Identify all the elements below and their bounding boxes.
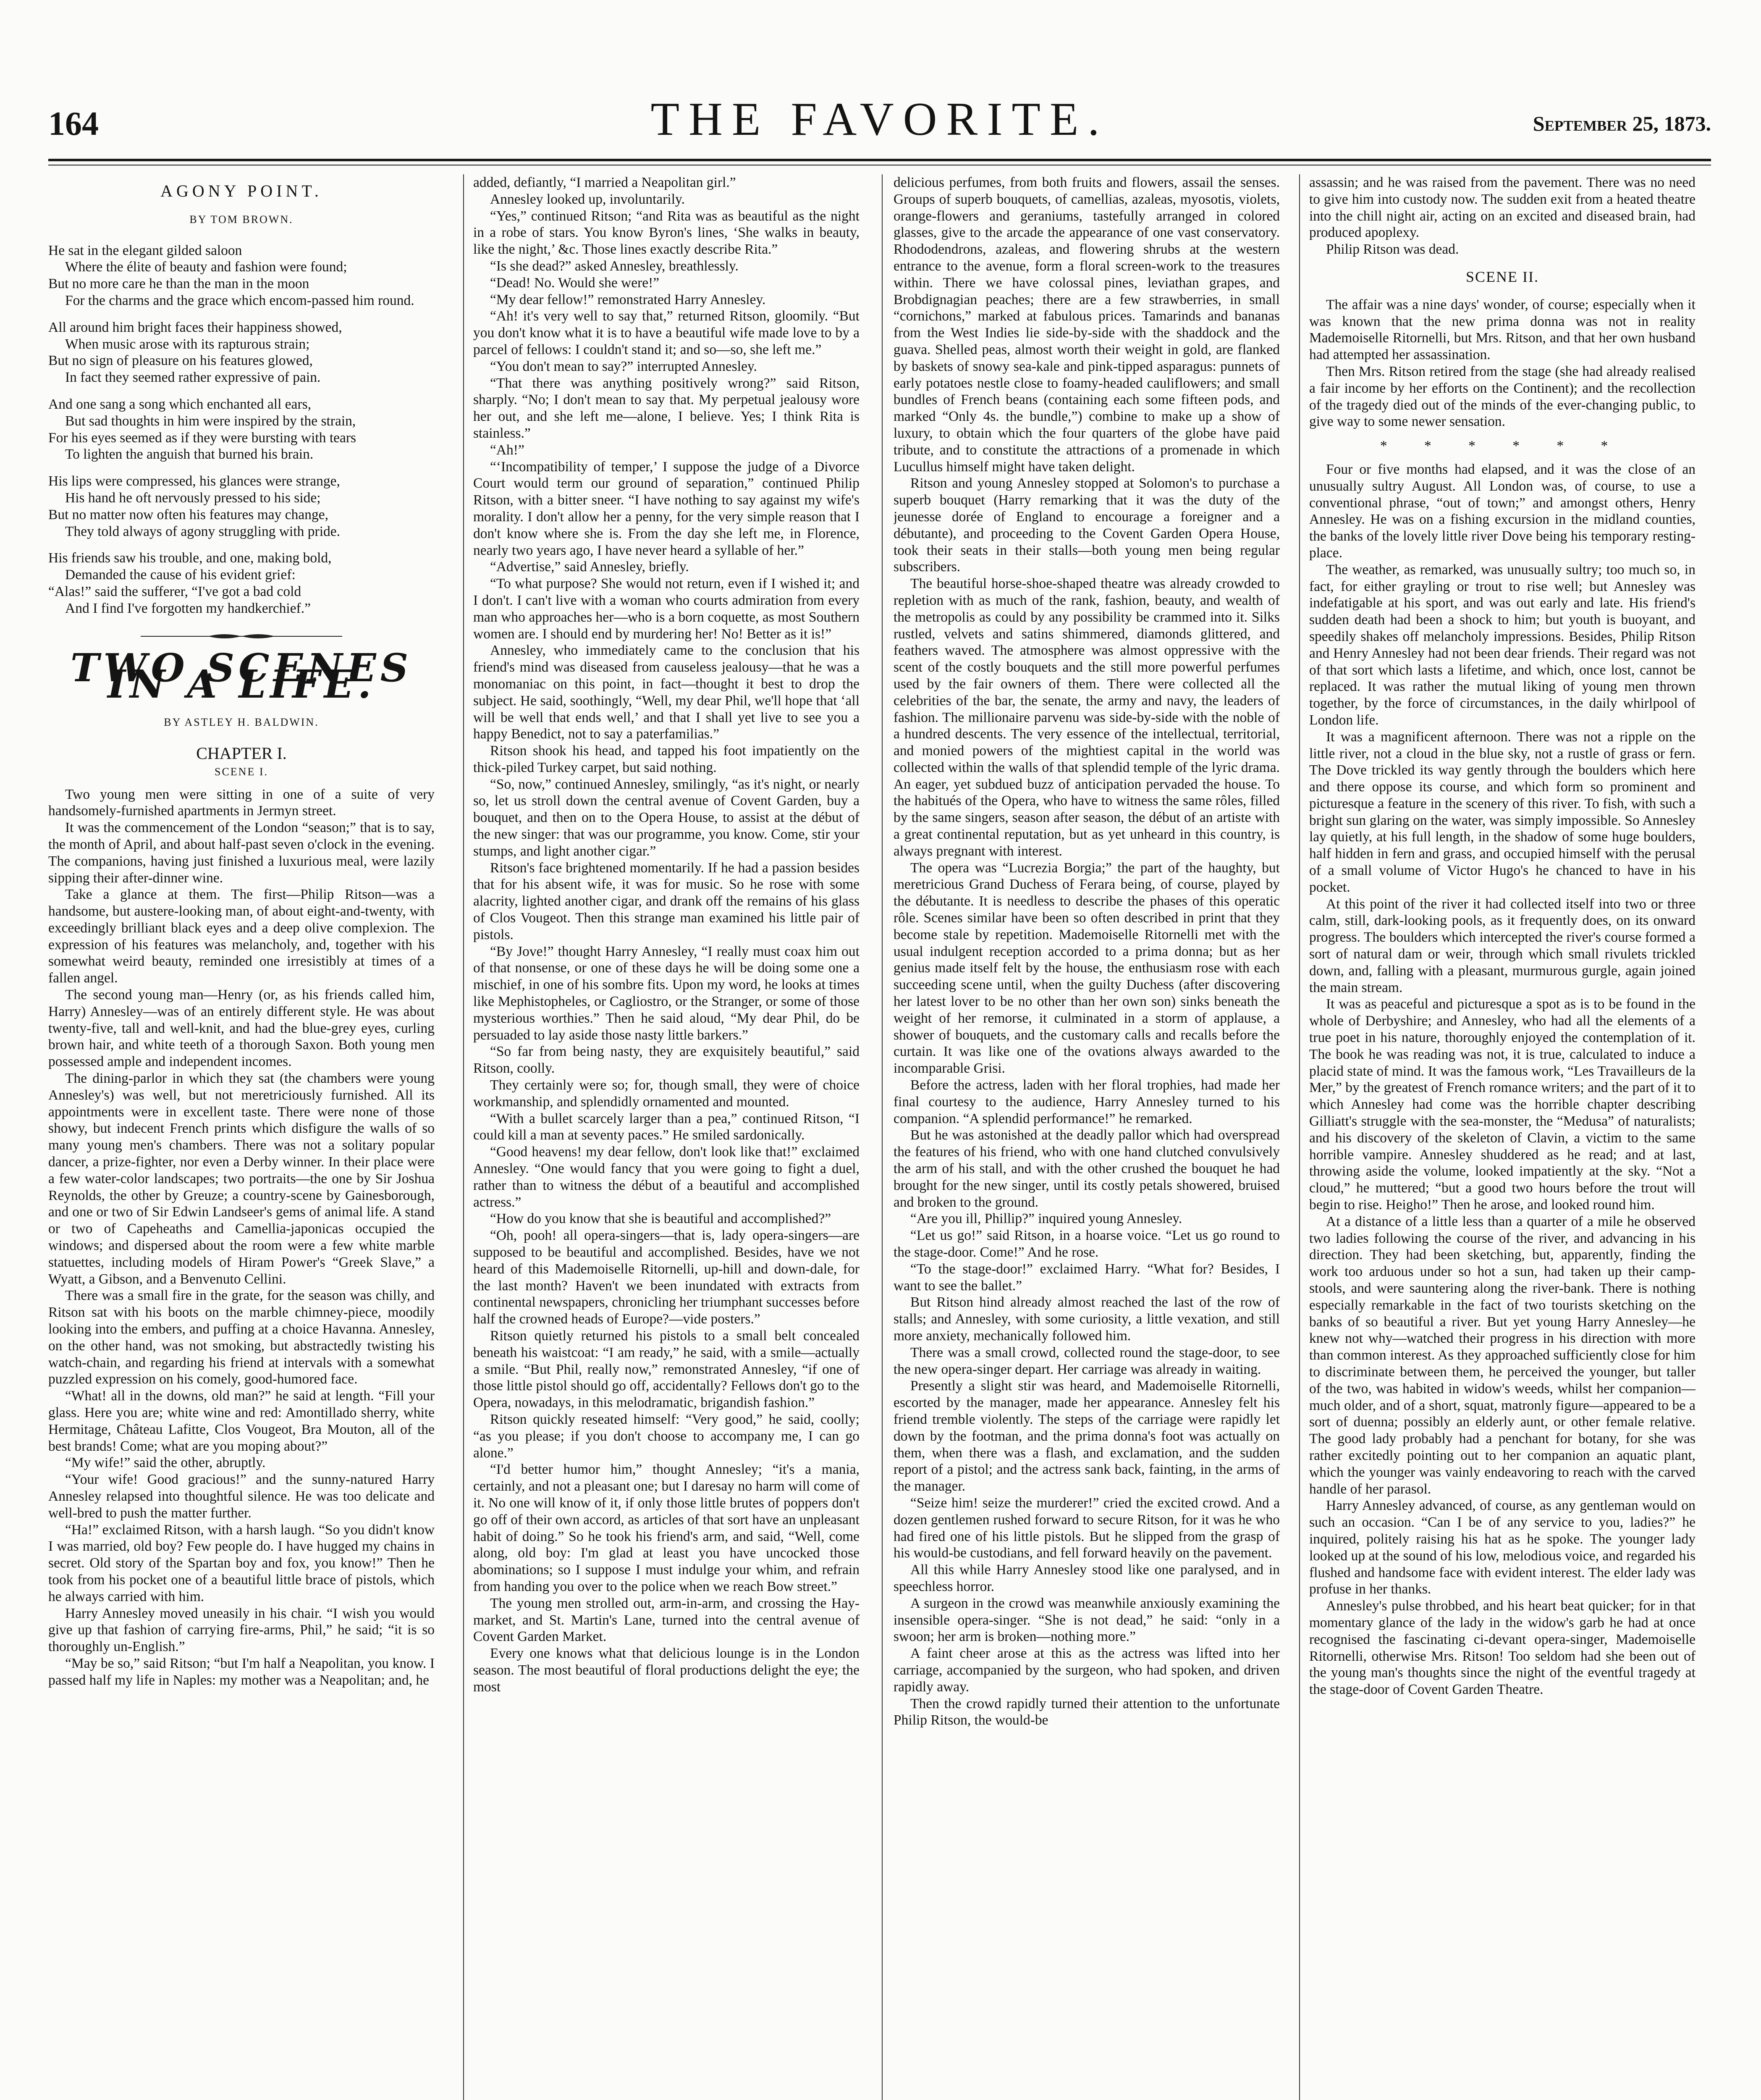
- ornamental-divider-icon: [136, 631, 346, 641]
- column-2: [473, 174, 860, 2100]
- column-3-text: [894, 174, 1280, 1729]
- paragraph: The weather, as remarked, was unusually sultry; too much so, in fact, for either grayling or trout to rise well; but Annesley was indefatigable at his sport, and was out early and late. His friend's sudden death had been a shock to him; but youth is buoyant, and speedily shakes off melancholy impressions. Besides, Philip Ritson and Henry Annesley had not been dear friends. Their regard was not of that sort which lasts a lifetime, and which, once lost, cannot be replaced. It was rather the mutual liking of young men thrown together, by the force of circumstances, in the daily whirlpool of London life.: [1309, 562, 1695, 728]
- paragraph: “You don't mean to say?” interrupted Annesley.: [490, 358, 757, 374]
- column-divider: [463, 174, 464, 2100]
- poem-line: When music arose with its rapturous strain;: [65, 336, 310, 352]
- paragraph: But Ritson hind already almost reached the last of the row of stalls; and Annesley, with some curiosity, a little vexation, and still more anxiety, mechanically followed him.: [894, 1294, 1280, 1344]
- column-divider: [1299, 174, 1300, 2100]
- paragraph: It was a magnificent afternoon. There was not a ripple on the little river, not a cloud in the blue sky, not a rustle of grass or fern. The Dove trickled its way gently through the boulders which here and there oppose its course, and which form so prominent and picturesque a feature in the scenery of this river. To fish, with such a bright sun glaring on the water, was simply impossible. So Annesley lay quietly, at his full length, in the shadow of some huge boulders, half hidden in fern and grass, and occupied himself with the perusal of a small volume of Victor Hugo's he chanced to have in his pocket.: [1309, 729, 1695, 895]
- paragraph: It was as peaceful and picturesque a spot as is to be found in the whole of Derbyshire; and Annesley, who had all the elements of a true poet in his nature, thoroughly enjoyed the contemplation of it. The book he was reading was not, it is true, calculated to induce a placid state of mind. It was the famous work, “Les Travailleurs de la Mer,” by the greatest of French romance writers; and the part of it to which Annesley had come was the horrible chapter describing Gilliatt's struggle with the sea-monster, the “Medusa” of naturalists; and his discovery of the skeleton of Clavin, a victim to the same horrible vampire. Annesley shuddered as he read; and at last, throwing aside the volume, looked impatiently at the sky. “Not a cloud,” he muttered; “but a good two hours before the trout will begin to rise. Heigho!” Then he arose, and looked round him.: [1309, 996, 1695, 1213]
- poem-stanza: [48, 396, 435, 463]
- poem-line: And one sang a song which enchanted all ears,: [48, 396, 312, 412]
- paragraph: The young men strolled out, arm-in-arm, and crossing the Hay-market, and St. Martin's Lane, turned into the central avenue of Covent Garden Market.: [473, 1595, 860, 1645]
- column-1: [48, 174, 435, 2100]
- section-break: * * * * * *: [1380, 438, 1625, 454]
- paragraph: “Ah!”: [490, 442, 524, 458]
- masthead: [48, 88, 1711, 151]
- paragraph: Then Mrs. Ritson retired from the stage (she had already realised a fair income by her efforts on the Continent); and the recollection of the tragedy died out of the minds of the ever-changing public, to give way to some newer sensation.: [1309, 363, 1695, 430]
- column-4-text-b: [1309, 297, 1695, 430]
- paragraph: Then the crowd rapidly turned their attention to the unfortunate Philip Ritson, the would-be: [894, 1696, 1280, 1728]
- poem-line: His friends saw his trouble, and one, making bold,: [48, 550, 332, 566]
- paragraph: added, defiantly, “I married a Neapolitan girl.”: [473, 175, 736, 190]
- newspaper-title: THE FAVORITE.: [650, 93, 1109, 145]
- paragraph: The opera was “Lucrezia Borgia;” the part of the haughty, but meretricious Grand Duchess of Ferara being, of course, played by the débutante. It is needless to describe the phases of this operatic rôle. Scenes similar have been so often described in print that they become stale by repetition. Mademoiselle Ritornelli met with the usual indulgent reception accorded to a prima donna; but as her genius made itself felt by the house, the enthusiasm rose with each succeeding scene until, when the guilty Duchess (after discovering her latest lover to be no other than her own son) sinks beneath the weight of her remorse, it culminated in a storm of applause, a shower of bouquets, and the customary calls and recalls before the curtain. It was like one of the ovations always awarded to the incomparable Grisi.: [894, 860, 1280, 1076]
- poem-line: To lighten the anguish that burned his brain.: [65, 446, 314, 462]
- paragraph: “Seize him! seize the murderer!” cried the excited crowd. And a dozen gentlemen rushed forward to secure Ritson, for it was he who had fired one of his little pistols. But he slipped from the grasp of his would-be custodians, and fell forward heavily on the pavement.: [894, 1495, 1280, 1561]
- paragraph: “How do you know that she is beautiful and accomplished?”: [490, 1211, 831, 1227]
- story-author: BY ASTLEY H. BALDWIN.: [164, 716, 319, 729]
- poem-line: For the charms and the grace which encom-passed him round.: [65, 292, 414, 308]
- paragraph: Every one knows what that delicious lounge is in the London season. The most beautiful of floral productions delight the eye; the most: [473, 1646, 860, 1695]
- paragraph: It was the commencement of the London “season;” that is to say, the month of April, and about half-past seven o'clock in the evening. The companions, having just finished a luxurious meal, were lazily sipping their after-dinner wine.: [48, 820, 435, 886]
- paragraph: “So far from being nasty, they are exquisitely beautiful,” said Ritson, coolly.: [473, 1044, 860, 1076]
- poem-line: But no more care he than the man in the moon: [48, 276, 309, 292]
- paragraph: There was a small crowd, collected round the stage-door, to see the new opera-singer depart. Her carriage was already in waiting.: [894, 1344, 1280, 1377]
- poem-line: In fact they seemed rather expressive of pain.: [65, 370, 321, 386]
- paragraph: “Yes,” continued Ritson; “and Rita was as beautiful as the night in a robe of stars. You know Byron's lines, ‘She walks in beauty, like the night,’ &c. Those lines exactly describe Rita.”: [473, 208, 860, 257]
- column-1-text: [48, 786, 435, 1689]
- paragraph: Philip Ritson was dead.: [1326, 242, 1459, 257]
- paragraph: “Is she dead?” asked Annesley, breathlessly.: [490, 258, 739, 274]
- issue-date: September 25, 1873.: [1533, 112, 1711, 135]
- paragraph: “So, now,” continued Annesley, smilingly, “as it's night, or nearly so, let us stroll down the central avenue of Covent Garden, buy a bouquet, and then on to the Opera House, to assist at the début of the new singer: that was our programme, you know. Come, stir your stumps, and light another cigar.”: [473, 776, 860, 859]
- paragraph: But he was astonished at the deadly pallor which had overspread the features of his friend, who with one hand clutched convulsively the arm of his stall, and with the other crushed the bouquet he had brought for the new singer, until its costly petals showered, bruised and broken to the ground.: [894, 1127, 1280, 1210]
- paragraph: Harry Annesley advanced, of course, as any gentleman would on such an occasion. “Can I be of any service to you, ladies?” he inquired, politely raising his hat as he spoke. The younger lady looked up at the sound of his low, melodious voice, and regarded his flushed and handsome face with evident interest. The elder lady was profuse in her thanks.: [1309, 1498, 1695, 1597]
- poem-stanza: [48, 319, 435, 386]
- paragraph: Four or five months had elapsed, and it was the close of an unusually sultry August. All London was, of course, to use a conventional phrase, “out of town;” and amongst others, Henry Annesley. He was on a fishing excursion in the midland counties, the banks of the lovely little river Dove being his temporary resting-place.: [1309, 461, 1695, 561]
- paragraph: “Are you ill, Phillip?” inquired young Annesley.: [910, 1211, 1182, 1227]
- poem-line: And I find I've forgotten my handkerchief.”: [65, 600, 311, 616]
- paragraph: assassin; and he was raised from the pavement. There was no need to give him into custody now. The sudden exit from a heated theatre into the chill night air, acting on an excited and diseased brain, had produced apoplexy.: [1309, 175, 1695, 241]
- poem-line: “Alas!” said the sufferer, “I've got a bad cold: [48, 583, 301, 599]
- paragraph: The second young man—Henry (or, as his friends called him, Harry) Annesley—was of an entirely different style. He was about twenty-five, tall and well-knit, and had the blue-grey eyes, curling brown hair, and white teeth of a thorough Saxon. Both young men possessed ample and independent incomes.: [48, 987, 435, 1070]
- poem-line: But sad thoughts in him were inspired by the strain,: [65, 413, 356, 429]
- paragraph: “Let us go!” said Ritson, in a hoarse voice. “Let us go round to the stage-door. Come!” And he rose.: [894, 1228, 1280, 1260]
- poem-body: [48, 242, 435, 617]
- paragraph: “By Jove!” thought Harry Annesley, “I really must coax him out of that nonsense, or one of these days he will be doing some one a mischief, in one of his sombre fits. Upon my word, he looks at times like Mephistopheles, or Cagliostro, or the Stranger, or some of those mysterious worthies.” Then he said aloud, “My dear Phil, do be persuaded to lay aside those nasty little barkers.”: [473, 943, 860, 1043]
- paragraph: The beautiful horse-shoe-shaped theatre was already crowded to repletion with as much of the rank, fashion, beauty, and wealth of the metropolis as could by any possibility be crammed into it. Silks rustled, velvets and satins shimmered, diamonds glittered, and feathers waved. The atmosphere was almost oppressive with the scent of the costly bouquets and the still more powerful perfumes used by the fair owners of them. There were collected all the celebrities of the bar, the senate, the army and navy, the leaders of fashion. The millionaire parvenu was side-by-side with the noble of a hundred descents. The very essence of the intellectual, territorial, and monied powers of the mightiest capital in the world was collected within the walls of that splendid temple of the lyric drama. An eager, yet subdued buzz of anticipation pervaded the house. To the habitués of the Opera, who have to witness the same rôles, filled by the same singers, season after season, the début of an artiste with a great continental reputation, but as yet unheard in this country, is always pregnant with interest.: [894, 576, 1280, 859]
- column-4: [1309, 174, 1695, 2100]
- poem-line: He sat in the elegant gilded saloon: [48, 242, 242, 258]
- page-number: 164: [48, 105, 99, 142]
- paragraph: “Ah! it's very well to say that,” returned Ritson, gloomily. “But you don't know what it is to have a beautiful wife made love to by a parcel of fellows: I couldn't stand it; and so—so, she left me.”: [473, 308, 860, 357]
- poem-author: BY TOM BROWN.: [189, 213, 294, 226]
- paragraph: The dining-parlor in which they sat (the chambers were young Annesley's) was well, but not meretriciously furnished. All its appointments were in excellent taste. There were none of those showy, but indecent French prints which disfigure the walls of so many young men's chambers. There was not a solitary popular dancer, a prize-fighter, nor even a Derby winner. In their place were a few water-color landscapes; two portraits—the one by Sir Joshua Reynolds, the other by Greuze; a country-scene by Gainesborough, and one or two of Sir Edwin Landseer's gems of animal life. A stand or two of Capeheaths and Camellia-japonicas occupied the windows; and dispersed about the room were a few white marble statuettes, including models of Hiram Power's “Greek Slave,” a Wyatt, a Gibson, and a Benvenuto Cellini.: [48, 1071, 435, 1287]
- paragraph: Ritson quietly returned his pistols to a small belt concealed beneath his waistcoat: “I am ready,” he said, with a smile—actually a smile. “But Phil, really now,” remonstrated Annesley, “if one of those little pistol should go off, accidentally? Fellows don't go to the Opera, nowadays, in this melodramatic, brigandish fashion.”: [473, 1328, 860, 1411]
- column-4-text-a: [1309, 174, 1695, 258]
- paragraph: “That there was anything positively wrong?” said Ritson, sharply. “No; I don't mean to say that. My perpetual jealousy wore her out, and she left me—alone, I believe. Yes; I think Rita is stainless.”: [473, 375, 860, 441]
- paragraph: delicious perfumes, from both fruits and flowers, assail the senses. Groups of superb bouquets, of camellias, azaleas, myosotis, violets, orange-flowers and geraniums, tastefully arranged in colored glasses, give to the arcade the appearance of one vast conservatory. Rhododendrons, azaleas, and flowering shrubs at the western entrance to the avenue, form a floral screen-work to the treasures within. There we have colossal pines, leviathan grapes, and Brobdignagian peaches; there are a few strawberries, in small “cornichons,” marked at fabulous prices. Tamarinds and bananas from the West Indies lie side-by-side with the shaddock and the guava. Shelled peas, almost worth their weight in gold, are flanked by baskets of snowy sea-kale and pink-tipped asparagus: punnets of early potatoes nestle close to foamy-headed cauliflowers; and small bundles of French beans (containing each some fifteen pods, and marked “Only 4s. the bundle,”) combine to make up a show of luxury, to obtain which the four quarters of the globe have paid tribute, and to constitute the attractions of a promenade in which Lucullus himself might have taken delight.: [894, 175, 1280, 475]
- paragraph: At this point of the river it had collected itself into two or three calm, still, dark-looking pools, as it frequently does, on its onward progress. The boulders which intercepted the river's course formed a sort of natural dam or weir, through which small rivulets trickled down, and, falling with a pleasant, murmurous gurgle, again joined the main stream.: [1309, 896, 1695, 995]
- scene-1-heading: SCENE I.: [215, 765, 268, 778]
- poem-line: But no matter now often his features may change,: [48, 507, 329, 522]
- paragraph: “With a bullet scarcely larger than a pea,” continued Ritson, “I could kill a man at seventy paces.” He smiled sardonically.: [473, 1110, 860, 1143]
- poem-line: They told always of agony struggling with pride.: [65, 523, 341, 539]
- poem-stanza: [48, 550, 435, 617]
- poem-line: His lips were compressed, his glances were strange,: [48, 473, 340, 489]
- paragraph: “‘Incompatibility of temper,’ I suppose the judge of a Divorce Court would term our ground of separation,” continued Philip Ritson, with a bitter sneer. “I have nothing to say against my wife's morality. I don't allow her a penny, for the very simple reason that I don't know where she is. From the day she left me, in Florence, nearly two years ago, I have never heard a syllable of her.”: [473, 459, 860, 558]
- paragraph: “What! all in the downs, old man?” he said at length. “Fill your glass. Here you are; white wine and red: Amontillado sherry, white Hermitage, Château Lafitte, Clos Vougeot, Bra Mouton, all of the best brands! Come; what are you moping about?”: [48, 1388, 435, 1454]
- paragraph: “To what purpose? She would not return, even if I wished it; and I don't. I can't live with a woman who courts admiration from every man who approaches her—who is a born coquette, as most Southern women are. I should end by murdering her! No! Better as it is!”: [473, 576, 860, 642]
- paragraph: “To the stage-door!” exclaimed Harry. “What for? Besides, I want to see the ballet.”: [894, 1261, 1280, 1294]
- paragraph: Annesley looked up, involuntarily.: [490, 191, 685, 207]
- paragraph: All this while Harry Annesley stood like one paralysed, and in speechless horror.: [894, 1562, 1280, 1594]
- poem-line: Where the élite of beauty and fashion were found;: [65, 259, 347, 275]
- paragraph: There was a small fire in the grate, for the season was chilly, and Ritson sat with his boots on the marble chimney-piece, moodily looking into the embers, and puffing at a choice Havanna. Annesley, on the other hand, was not smoking, but abstractedly twisting his watch-chain, and regarding his friend at intervals with a somewhat puzzled expression on his comely, good-humored face.: [48, 1288, 435, 1387]
- paragraph: “Your wife! Good gracious!” and the sunny-natured Harry Annesley relapsed into thoughtful silence. He was too delicate and well-bred to push the matter further.: [48, 1472, 435, 1521]
- paragraph: Ritson and young Annesley stopped at Solomon's to purchase a superb bouquet (Harry remarking that it was the duty of the jeunesse dorée of England to encourage a foreigner and a débutante), and proceeding to the Covent Garden Opera House, took their seats in their stalls—both young men being regular subscribers.: [894, 475, 1280, 575]
- paragraph: A faint cheer arose at this as the actress was lifted into her carriage, accompanied by the surgeon, who had spoken, and driven rapidly away.: [894, 1646, 1280, 1695]
- paragraph: They certainly were so; for, though small, they were of choice workmanship, and splendidly ornamented and mounted.: [473, 1077, 860, 1110]
- poem-line: His hand he oft nervously pressed to his side;: [65, 490, 321, 506]
- paragraph: A surgeon in the crowd was meanwhile anxiously examining the insensible opera-singer. “She is not dead,” he said: “only in a swoon; her arm is broken—nothing more.”: [894, 1595, 1280, 1645]
- column-divider: [882, 174, 883, 2100]
- scene-2-heading: SCENE II.: [1466, 268, 1539, 285]
- column-4-text-c: [1309, 461, 1695, 1698]
- poem-stanza: [48, 473, 435, 540]
- poem-line: All around him bright faces their happiness showed,: [48, 319, 342, 335]
- column-3: [894, 174, 1280, 2100]
- paragraph: The affair was a nine days' wonder, of course; especially when it was known that the new prima donna was not in reality Mademoiselle Ritornelli, but Mrs. Ritson, and that her own husband had attempted her assassination.: [1309, 297, 1695, 363]
- masthead-rule: [48, 159, 1711, 161]
- paragraph: Harry Annesley moved uneasily in his chair. “I wish you would give up that fashion of carrying fire-arms, Phil,” he said; “it is so thoroughly un-English.”: [48, 1605, 435, 1655]
- paragraph: Before the actress, laden with her floral trophies, had made her final courtesy to the audience, Harry Annesley turned to his companion. “A splendid performance!” he remarked.: [894, 1077, 1280, 1126]
- paragraph: Presently a slight stir was heard, and Mademoiselle Ritornelli, escorted by the manager, made her appearance. Annesley felt his friend tremble violently. The steps of the carriage were rapidly let down by the footman, and the prima donna's foot was actually on them, when there was a flash, and exclamation, and the sudden report of a pistol; and the actress sank back, fainting, in the arms of the manager.: [894, 1378, 1280, 1494]
- paragraph: Ritson shook his head, and tapped his foot impatiently on the thick-piled Turkey carpet, but said nothing.: [473, 743, 860, 775]
- paragraph: At a distance of a little less than a quarter of a mile he observed two ladies following the course of the river, and advancing in his direction. They had been sketching, but, apparently, finding the work too arduous under so hot a sun, had taken up their camp-stools, and were sauntering along the river-bank. There is nothing especially remarkable in the fact of two tourists sketching on the banks of so beautiful a river. But yet young Harry Annesley—he knew not why—watched their progress in his direction with more than common interest. As they approached sufficiently close for him to discriminate between them, he perceived the younger, but taller of the two, was habited in widow's weeds, whilst her companion—much older, and of a short, squat, matronly figure—appeared to be a sort of duenna; possibly an elderly aunt, or other female relative. The good lady probably had a penchant for botany, for she was rather excitedly pointing out to her companion an aquatic plant, which the younger was vainly endeavoring to reach with the carved handle of her parasol.: [1309, 1213, 1695, 1497]
- paragraph: “Advertise,” said Annesley, briefly.: [490, 559, 689, 575]
- paragraph: Ritson quickly reseated himself: “Very good,” he said, coolly; “as you please; if you don't choose to accompany me, I can go alone.”: [473, 1411, 860, 1461]
- paragraph: “My dear fellow!” remonstrated Harry Annesley.: [490, 291, 766, 307]
- paragraph: Two young men were sitting in one of a suite of very handsomely-furnished apartments in Jermyn street.: [48, 786, 435, 819]
- story-title: TWO SCENES IN A LIFE.: [70, 645, 413, 707]
- paragraph: “Oh, pooh! all opera-singers—that is, lady opera-singers—are supposed to be beautiful and accomplished. Besides, have we not heard of this Mademoiselle Ritornelli, up-hill and down-dale, for the last month? Haven't we been inundated with extracts from continental newspapers, chronicling her triumphant successes before half the crowned heads of Europe?—vide posters.”: [473, 1228, 860, 1327]
- paragraph: “Good heavens! my dear fellow, don't look like that!” exclaimed Annesley. “One would fancy that you were going to fight a duel, rather than to witness the début of a beautiful and accomplished actress.”: [473, 1144, 860, 1210]
- paragraph: “Dead! No. Would she were!”: [490, 275, 660, 291]
- paragraph: Annesley's pulse throbbed, and his heart beat quicker; for in that momentary glance of the lady in the widow's garb he had at once recognised the fascinating ci-devant opera-singer, Mademoiselle Ritornelli, otherwise Mrs. Ritson! Too seldom had she been out of the young man's thoughts since the night of the eventful tragedy at the stage-door of Covent Garden Theatre.: [1309, 1598, 1695, 1698]
- paragraph: “I'd better humor him,” thought Annesley; “it's a mania, certainly, and not a pleasant one; but I daresay no harm will come of it. No one will know of it, if only those little brutes of poppers don't go off of their own accord, as articles of that sort have an unpleasant habit of doing.” So he took his friend's arm, and said, “Well, come along, old boy: I'm glad at least you have uncocked those abominations; so I suppose I must indulge your whim, and refrain from handing you over to the police when we reach Bow street.”: [473, 1462, 860, 1594]
- poem-title: AGONY POINT.: [160, 181, 322, 200]
- poem-line: Demanded the cause of his evident grief:: [65, 567, 296, 583]
- paragraph: Ritson's face brightened momentarily. If he had a passion besides that for his absent wife, it was for music. So he rose with some alacrity, lighted another cigar, and drank off the remains of his glass of Clos Vougeot. Then this strange man examined his little pair of pistols.: [473, 860, 860, 942]
- paragraph: “My wife!” said the other, abruptly.: [65, 1455, 266, 1471]
- poem-stanza: [48, 242, 435, 309]
- paragraph: Annesley, who immediately came to the conclusion that his friend's mind was diseased from causeless jealousy—that he was a monomaniac on this point, in fact—thought it best to drop the subject. He said, soothingly, “Well, my dear Phil, we'll hope that ‘all will be well that ends well,’ and that I shall yet live to see you a happy Benedict, not to say a paterfamilias.”: [473, 643, 860, 742]
- paragraph: Take a glance at them. The first—Philip Ritson—was a handsome, but austere-looking man, of about eight-and-twenty, with exceedingly brilliant black eyes and a deep olive complexion. The expression of his features was melancholy, and, together with his somewhat weird beauty, reminded one irresistibly at times of a fallen angel.: [48, 887, 435, 986]
- poem-line: But no sign of pleasure on his features glowed,: [48, 353, 313, 369]
- chapter-heading: CHAPTER I.: [196, 743, 287, 763]
- column-2-text: [473, 174, 860, 1696]
- poem-line: For his eyes seemed as if they were bursting with tears: [48, 430, 356, 446]
- paragraph: “May be so,” said Ritson; “but I'm half a Neapolitan, you know. I passed half my life in Naples: my mother was a Neapolitan; and, he: [48, 1655, 435, 1688]
- paragraph: “Ha!” exclaimed Ritson, with a harsh laugh. “So you didn't know I was married, old boy? Few people do. I have hugged my chains in secret. Old story of the Spartan boy and fox, you know!” Then he took from his pocket one of a beautiful little brace of pistols, which he always carried with him.: [48, 1522, 435, 1604]
